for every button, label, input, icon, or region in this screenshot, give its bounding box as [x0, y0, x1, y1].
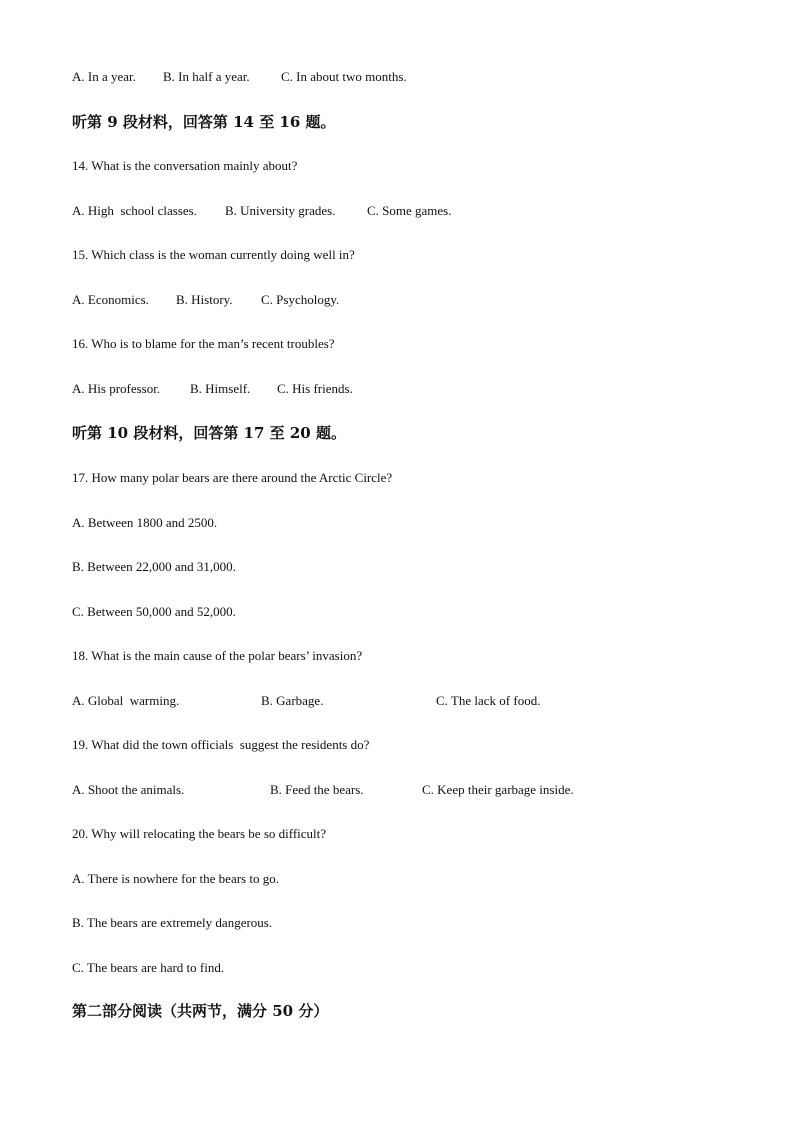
- q19-option-c: C. Keep their garbage inside.: [422, 782, 574, 797]
- q15-option-b: B. History.: [176, 292, 233, 307]
- question-17: 17. How many polar bears are there around the Arctic Circle?: [72, 470, 393, 485]
- q13-option-c: C. In about two months.: [281, 69, 407, 84]
- q13-option-a: A. In a year.: [72, 69, 136, 84]
- part-2-heading: 第二部分阅读（共两节，满分 50 分）: [72, 1002, 329, 1020]
- question-18: 18. What is the main cause of the polar bears’ invasion?: [72, 648, 363, 663]
- q19-option-a: A. Shoot the animals.: [72, 782, 185, 797]
- question-14: 14. What is the conversation mainly about?: [72, 158, 298, 173]
- q16-option-a: A. His professor.: [72, 381, 161, 396]
- q15-option-a: A. Economics.: [72, 292, 149, 307]
- q18-option-b: B. Garbage.: [261, 693, 324, 708]
- q17-option-c: C. Between 50,000 and 52,000.: [72, 604, 236, 619]
- question-16: 16. Who is to blame for the man’s recent troubles?: [72, 336, 335, 351]
- section-9-heading: 听第 9 段材料，回答第 14 至 16 题。: [72, 113, 336, 131]
- q18-option-a: A. Global warming.: [72, 693, 180, 708]
- q14-option-b: B. University grades.: [225, 203, 336, 218]
- q14-option-a: A. High school classes.: [72, 203, 197, 218]
- section-10-heading: 听第 10 段材料，回答第 17 至 20 题。: [72, 424, 346, 442]
- q17-option-b: B. Between 22,000 and 31,000.: [72, 559, 236, 574]
- question-15: 15. Which class is the woman currently doing well in?: [72, 247, 355, 262]
- q15-option-c: C. Psychology.: [261, 292, 340, 307]
- q16-option-b: B. Himself.: [190, 381, 251, 396]
- q18-option-c: C. The lack of food.: [436, 693, 541, 708]
- q14-option-c: C. Some games.: [367, 203, 452, 218]
- q17-option-a: A. Between 1800 and 2500.: [72, 515, 218, 530]
- q16-option-c: C. His friends.: [277, 381, 353, 396]
- question-19: 19. What did the town officials suggest the residents do?: [72, 737, 370, 752]
- q20-option-c: C. The bears are hard to find.: [72, 960, 225, 975]
- q13-option-b: B. In half a year.: [163, 69, 250, 84]
- q19-option-b: B. Feed the bears.: [270, 782, 364, 797]
- q20-option-a: A. There is nowhere for the bears to go.: [72, 871, 279, 886]
- question-20: 20. Why will relocating the bears be so difficult?: [72, 826, 327, 841]
- q20-option-b: B. The bears are extremely dangerous.: [72, 915, 273, 930]
